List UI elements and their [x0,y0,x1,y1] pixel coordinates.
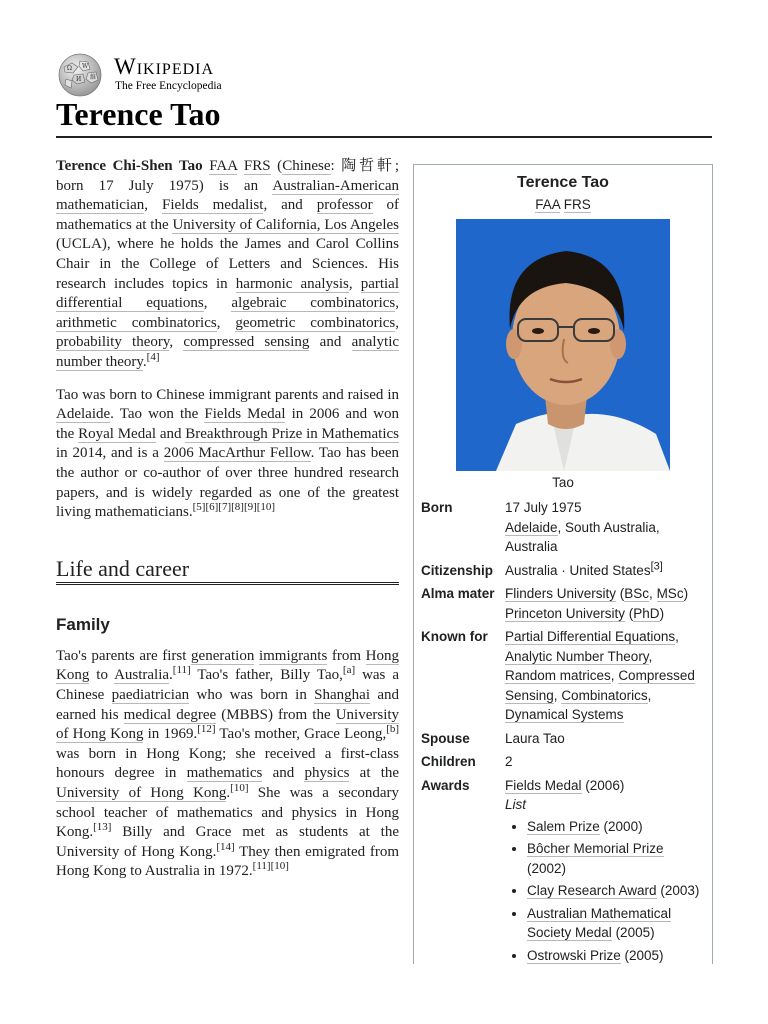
subsection-heading-family: Family [56,615,110,635]
physics-link[interactable]: physics [304,765,350,782]
royal-medal-link[interactable]: Royal Medal [78,425,157,442]
university-of-hong-kong-link[interactable]: University of Hong Kong [56,785,227,802]
citation-link[interactable]: [12] [197,723,216,736]
lead-paragraph-2 [56,386,399,523]
svg-text:W: W [82,63,89,70]
page-title: Terence Tao [56,96,221,132]
birth-date: 17 July 1975 [505,500,582,515]
fields-medal-link[interactable]: Fields Medal [505,777,582,793]
award-link[interactable]: Salem Prize [527,818,600,834]
princeton-university-link[interactable]: Princeton University [505,605,626,621]
award-item [527,817,705,837]
lead-paragraph-1: Terence Chi-Shen Tao FAA FRS (Chinese: 陶哲軒; born 17 July 1975) is an Australian-American mathematician, Fields medalist, and professor of mathematics at the University of California, Los Angeles (UCLA), where he holds the James and Carol Collins Chair in the College of Letters and Sciences. His research includes topics in harmonic analysis, partial differential equations, algebraic combinatorics, arithmetic combinatorics, geometric combinatorics, probability theory, compressed sensing and analytic number theory.[4] [56,156,400,370]
lead-text: . Tao has been the author or co-author of over three hundred research papers, and is widely regarded as one of the greatest living mathematicians. [56,445,400,521]
lead-text: , and [263,197,303,214]
lead-text: born 17 July 1975) is an [56,177,259,194]
infobox-label: Spouse [421,730,470,746]
infobox-row-known-for [421,627,705,725]
family-paragraph: Tao's parents are first generation immigrants from Hong Kong to Australia.[11] Tao's father, Billy Tao,[a] was a Chinese paediatrician who was born in Shanghai and earned his medical degree (MBBS) from the University of Hong Kong in 1969.[12] Tao's mother, Grace Leong,[b] was born in Hong Kong; she received a first-class honours degree in mathematics and physics at the University of Hong Kong.[10] She was a secondary school teacher of mathematics and physics in Hong Kong.[13] Billy and Grace met as students at the University of Hong Kong.[14] They then emigrated from Hong Kong to Australia in 1972.[11][10] [56,647,400,880]
known-for-link[interactable]: Combinatorics [561,687,648,703]
lead-text: in 2014, and is a [56,445,159,462]
chinese-language-link[interactable]: Chinese [282,158,331,174]
topic-link[interactable]: geometric combinatorics [235,314,396,331]
children-value: 2 [505,754,513,769]
award-item [527,839,705,878]
spouse-value: Laura Tao [505,730,565,746]
body-text: to [96,667,108,684]
infobox-label: Citizenship [421,562,494,578]
body-text: She was a secondary school teacher of mathematics and physics in Hong Kong. [56,785,399,841]
birth-place: , South Australia, Australia [505,519,660,554]
svg-text:Ω: Ω [67,65,72,72]
footnote-link[interactable]: [a] [342,664,356,677]
svg-text:И: И [76,76,82,83]
infobox-row-children [421,752,705,772]
portrait-caption: Tao [552,474,574,490]
infobox [413,164,713,964]
infobox-title: Terence Tao [517,174,609,191]
faa-link[interactable]: FAA [209,158,238,174]
body-text: was born in Hong Kong; she received a first-class honours degree in [56,745,399,782]
award-link[interactable]: Australian Mathematical Society Medal [527,905,672,940]
awards-list [505,817,705,966]
infobox-row-alma-mater [421,584,705,623]
award-year: (2005) [615,925,655,940]
infobox-row-citizenship [421,561,705,581]
adelaide-link[interactable]: Adelaide [505,519,558,535]
footnote-link[interactable]: [b] [386,723,400,736]
award-link[interactable]: Bôcher Memorial Prize [527,841,664,856]
topic-link[interactable]: partial differential equations [56,275,400,312]
award-item [527,881,705,901]
infobox-label: Born [421,500,453,515]
award-year: (2006) [585,777,625,793]
svg-text:維: 維 [90,74,97,81]
body-text: and earned his [56,687,400,723]
breakthrough-prize-link[interactable]: Breakthrough Prize in Mathematics [185,425,400,442]
award-year: (2003) [660,883,700,898]
known-for-link[interactable]: Random matrices [505,668,611,683]
adelaide-link[interactable]: Adelaide [56,406,111,423]
lead-text: in 2006 and won the [56,406,399,442]
infobox-row-spouse [421,729,705,749]
citation-link[interactable]: [14] [216,840,235,853]
australia-link[interactable]: Australia [114,667,170,684]
hong-kong-link[interactable]: Hong Kong [56,647,400,684]
citation-link[interactable]: [11][10] [252,860,289,873]
fields-medal-link[interactable]: Fields Medal [204,406,286,423]
paediatrician-link[interactable]: paediatrician [111,687,190,704]
award-year: (2005) [624,947,664,963]
university-of-hong-kong-link[interactable]: University of Hong Kong [56,706,400,743]
msc-link[interactable]: MSc [656,586,684,601]
award-item [527,946,705,966]
section-heading-life-and-career: Life and career [56,559,399,586]
body-text: was a Chinese [56,667,399,704]
award-item [527,904,705,943]
topic-link[interactable]: compressed sensing [183,334,310,351]
chinese-name: 陶哲軒 [341,156,395,174]
awards-list-label[interactable]: List [505,797,527,812]
body-text: They then emigrated from Hong Kong to Australia in 1972. [56,843,399,880]
subject-name: Terence Chi-Shen Tao [56,158,203,174]
wikipedia-tagline: The Free Encyclopedia [115,80,222,92]
wikipedia-wordmark[interactable]: Wikipedia [114,54,215,79]
infobox-row-awards [421,776,705,969]
topic-link[interactable]: probability theory [56,334,170,351]
body-text: in 1969. [147,726,198,743]
lead-text: and [319,334,342,351]
infobox-row-born [421,498,705,557]
ucla-link[interactable]: University of California, Los Angeles [172,216,399,233]
citation-link[interactable]: [10] [230,782,249,795]
infobox-value: Partial Differential Equations, Analytic Number Theory, Random matrices, Compressed Sensing, Combinatorics, Dynamical Systems [505,629,695,722]
phd-link[interactable]: PhD [633,605,660,621]
medical-degree-link[interactable]: medical degree [123,706,217,723]
citation-link[interactable]: [11] [172,664,191,677]
article-body [56,156,399,895]
title-divider [56,136,712,138]
faa-link[interactable]: FAA [535,197,560,212]
flinders-university-link[interactable]: Flinders University [505,586,617,601]
infobox-value [505,776,705,969]
lead-text: and [159,425,182,442]
known-for-link[interactable]: Partial Differential Equations [505,629,676,644]
immigrants-link[interactable]: immigrants [258,647,328,664]
body-text: Tao's mother, Grace Leong, [219,726,387,743]
infobox-postnominals [421,195,705,215]
infobox-label: Awards [421,777,470,793]
lead-text: . Tao won the [110,406,199,423]
frs-link[interactable]: FRS [563,197,591,212]
citation-link[interactable]: [13] [93,821,112,834]
infobox-value: Flinders University (BSc, MSc) Princeton University (PhD) [505,586,689,621]
portrait-photo[interactable] [456,219,670,471]
body-text: Billy and Grace met as students at the University of Hong Kong. [56,824,399,860]
citation-link[interactable]: [3] [650,560,663,572]
generation-link[interactable]: generation [191,647,255,664]
topic-link[interactable]: algebraic combinatorics [231,295,396,312]
body-text: from [331,647,362,664]
award-year: (2002) [527,860,567,876]
citation-link[interactable]: [4] [146,350,160,363]
infobox-label: Children [421,754,476,769]
mathematics-link[interactable]: mathematics [186,765,263,782]
award-link[interactable]: Ostrowski Prize [527,947,621,963]
professor-link[interactable]: professor [316,197,373,214]
body-text: and [272,765,295,782]
australian-american-mathematician-link[interactable]: Australian-American mathematician [56,177,399,214]
infobox-value [505,561,705,581]
citizenship-value: Australia · United States [505,562,651,578]
known-for-link[interactable]: Compressed Sensing [505,668,695,703]
infobox-label: Known for [421,629,488,644]
citation-link[interactable]: [5][6][7][8][9][10] [192,501,276,514]
shanghai-link[interactable]: Shanghai [314,687,370,704]
body-text: who was born in [196,687,307,704]
topic-link[interactable]: harmonic analysis [235,275,349,292]
site-header [56,53,712,99]
known-for-link[interactable]: Dynamical Systems [505,707,624,722]
known-for-link[interactable]: Analytic Number Theory [505,648,649,664]
infobox-value [505,498,705,557]
fields-medalist-link[interactable]: Fields medalist [162,197,264,214]
body-text: Tao's father, Billy Tao, [197,667,343,684]
bsc-link[interactable]: BSc [624,586,650,601]
wikipedia-globe-logo[interactable] [56,53,104,97]
award-link[interactable]: Clay Research Award [527,883,657,898]
topic-link[interactable]: analytic number theory [56,334,400,370]
award-year: (2000) [603,818,643,834]
frs-link[interactable]: FRS [243,158,271,174]
topic-link[interactable]: arithmetic combinatorics [56,314,217,331]
lead-text: of mathematics at the [56,197,400,233]
macarthur-fellow-link[interactable]: 2006 MacArthur Fellow [163,445,311,462]
body-text: (MBBS) from the [221,706,331,723]
infobox-label: Alma mater [421,586,495,601]
body-text: Tao's parents are first [56,647,187,664]
lead-text: (UCLA), where he holds the James and Carol Collins Chair in the College of Letters and Sciences. His research includes topics in [56,236,399,292]
body-text: at the [359,765,400,782]
lead-text: Tao was born to Chinese immigrant parents and raised in [56,386,399,403]
